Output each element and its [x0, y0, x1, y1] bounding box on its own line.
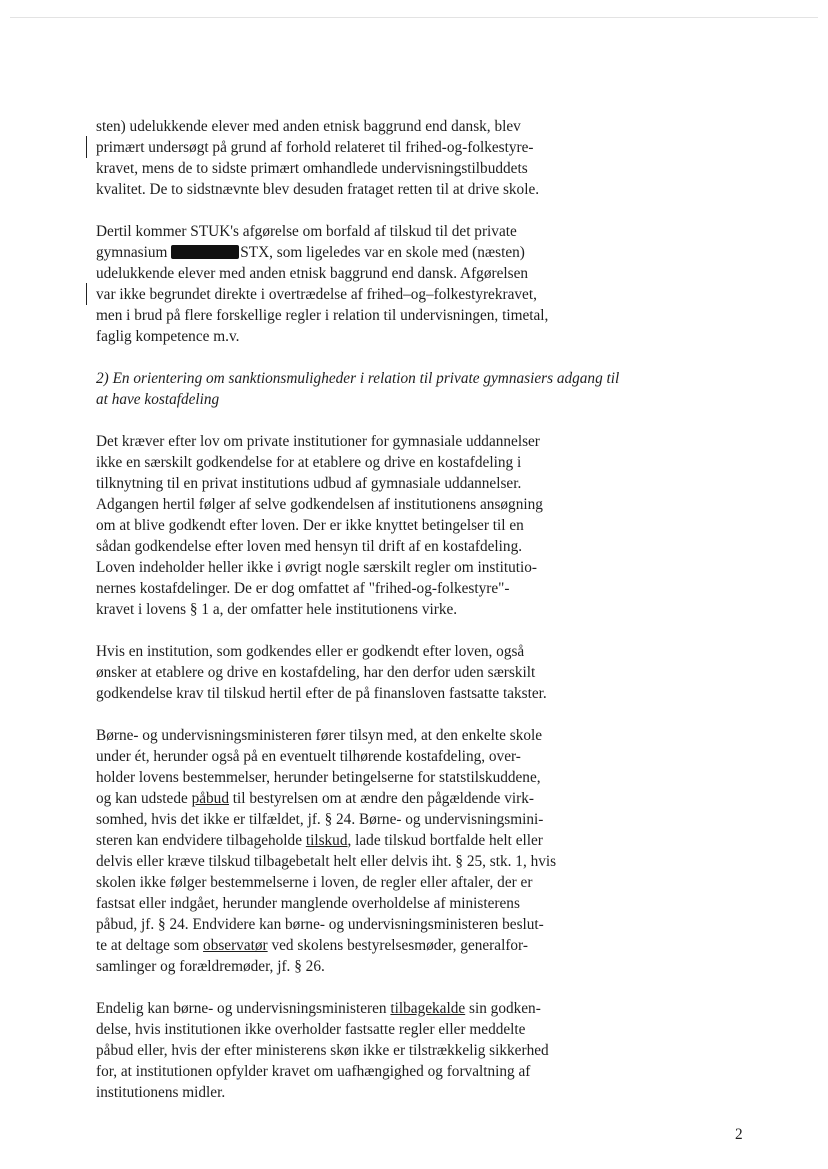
text-fragment: te at deltage som [96, 937, 204, 954]
text-line: skolen ikke følger bestemmelserne i loven, de regler eller aftaler, der er [96, 874, 533, 891]
text-line: sådan godkendelse efter loven med hensyn til drift af en kostafdeling. [96, 538, 523, 555]
text-line: Hvis en institution, som godkendes eller er godkendt efter loven, også [96, 643, 525, 660]
text-line: Loven indeholder heller ikke i øvrigt nogle særskilt regler om institutio- [96, 559, 537, 576]
underlined-term: tilskud [305, 832, 348, 849]
paragraph-1 [96, 116, 596, 200]
text-line: kvalitet. De to sidstnævnte blev desuden frataget retten til at drive skole. [96, 181, 540, 198]
section-heading [96, 368, 620, 410]
text-fragment: , lade tilskud bortfalde helt eller [347, 832, 543, 849]
text-line: ikke en særskilt godkendelse for at etablere og drive en kostafdeling i [96, 454, 522, 471]
text-line: tilknytning til en privat institutions udbud af gymnasiale uddannelser. [96, 475, 522, 492]
text-line: Det kræver efter lov om private institutioner for gymnasiale uddannelser [96, 433, 540, 450]
text-line: påbud eller, hvis der efter ministerens skøn ikke er tilstrækkelig sikkerhed [96, 1042, 549, 1059]
paragraph-2 [96, 221, 596, 347]
redaction-block [171, 245, 239, 259]
text-line: primært undersøgt på grund af forhold relateret til frihed-og-folkestyre- [96, 139, 534, 156]
document-body [96, 116, 620, 1124]
text-line: men i brud på flere forskellige regler i relation til undervisningen, timetal, [96, 307, 549, 324]
text-line: institutionens midler. [96, 1084, 226, 1101]
text-line [96, 935, 596, 956]
text-line: for, at institutionen opfylder kravet om uafhængighed og forvaltning af [96, 1063, 531, 1080]
text-line: delse, hvis institutionen ikke overholder fastsatte regler eller meddelte [96, 1021, 526, 1038]
text-fragment: og kan udstede [96, 790, 192, 807]
text-line [96, 242, 596, 263]
scan-edge-line [10, 17, 818, 18]
text-line: påbud, jf. § 24. Endvidere kan børne- og undervisningsministeren beslut- [96, 916, 544, 933]
underlined-term: tilbagekalde [390, 1000, 466, 1017]
text-line: sten) udelukkende elever med anden etnisk baggrund end dansk, blev [96, 118, 521, 135]
text-line: faglig kompetence m.v. [96, 328, 240, 345]
paragraph-3 [96, 431, 596, 620]
page-number: 2 [735, 1126, 743, 1143]
text-line: delvis eller kræve tilskud tilbagebetalt helt eller delvis iht. § 25, stk. 1, hvis [96, 853, 557, 870]
text-line: var ikke begrundet direkte i overtrædelse af frihed–og–folkestyrekravet, [96, 286, 537, 303]
text-fragment: STX, som ligeledes var en skole med (næsten) [240, 244, 525, 261]
text-fragment: sin godken- [465, 1000, 541, 1017]
paragraph-4 [96, 641, 596, 704]
text-line: somhed, hvis det ikke er tilfældet, jf. § 24. Børne- og undervisningsmini- [96, 811, 544, 828]
heading-line: at have kostafdeling [96, 391, 220, 408]
text-line: Adgangen hertil følger af selve godkendelsen af institutionens ansøgning [96, 496, 543, 513]
text-line [96, 998, 596, 1019]
text-line: holder lovens bestemmelser, herunder betingelserne for statstilskuddene, [96, 769, 541, 786]
text-line: nernes kostafdelinger. De er dog omfattet af "frihed-og-folkestyre"- [96, 580, 510, 597]
text-fragment: gymnasium [96, 244, 172, 261]
heading-line: 2) En orientering om sanktionsmuligheder i relation til private gymnasiers adgang til [96, 370, 620, 387]
text-line: samlinger og forældremøder, jf. § 26. [96, 958, 325, 975]
text-line: om at blive godkendt efter loven. Der er ikke knyttet betingelser til en [96, 517, 524, 534]
text-fragment: til bestyrelsen om at ændre den pågældende virk- [228, 790, 534, 807]
text-line: fastsat eller indgået, herunder manglende overholdelse af ministerens [96, 895, 520, 912]
text-line [96, 830, 596, 851]
text-line: Dertil kommer STUK's afgørelse om borfald af tilskud til det private [96, 223, 517, 240]
text-fragment: steren kan endvidere tilbageholde [96, 832, 306, 849]
paragraph-6 [96, 998, 596, 1103]
text-line: udelukkende elever med anden etnisk baggrund end dansk. Afgørelsen [96, 265, 529, 282]
text-fragment: ved skolens bestyrelsesmøder, generalfor- [267, 937, 528, 954]
revision-bar [86, 136, 87, 158]
text-line: Børne- og undervisningsministeren fører tilsyn med, at den enkelte skole [96, 727, 543, 744]
underlined-term: observatør [203, 937, 268, 954]
text-line: kravet i lovens § 1 a, der omfatter hele institutionens virke. [96, 601, 458, 618]
text-line [96, 788, 596, 809]
revision-bar [86, 283, 87, 305]
text-fragment: Endelig kan børne- og undervisningsministeren [96, 1000, 391, 1017]
text-line: under ét, herunder også på en eventuelt tilhørende kostafdeling, over- [96, 748, 521, 765]
text-line: godkendelse krav til tilskud hertil efter de på finansloven fastsatte takster. [96, 685, 547, 702]
text-line: ønsker at etablere og drive en kostafdeling, har den derfor uden særskilt [96, 664, 536, 681]
paragraph-5 [96, 725, 596, 977]
text-line: kravet, mens de to sidste primært omhandlede undervisningstilbuddets [96, 160, 528, 177]
underlined-term: påbud [191, 790, 229, 807]
